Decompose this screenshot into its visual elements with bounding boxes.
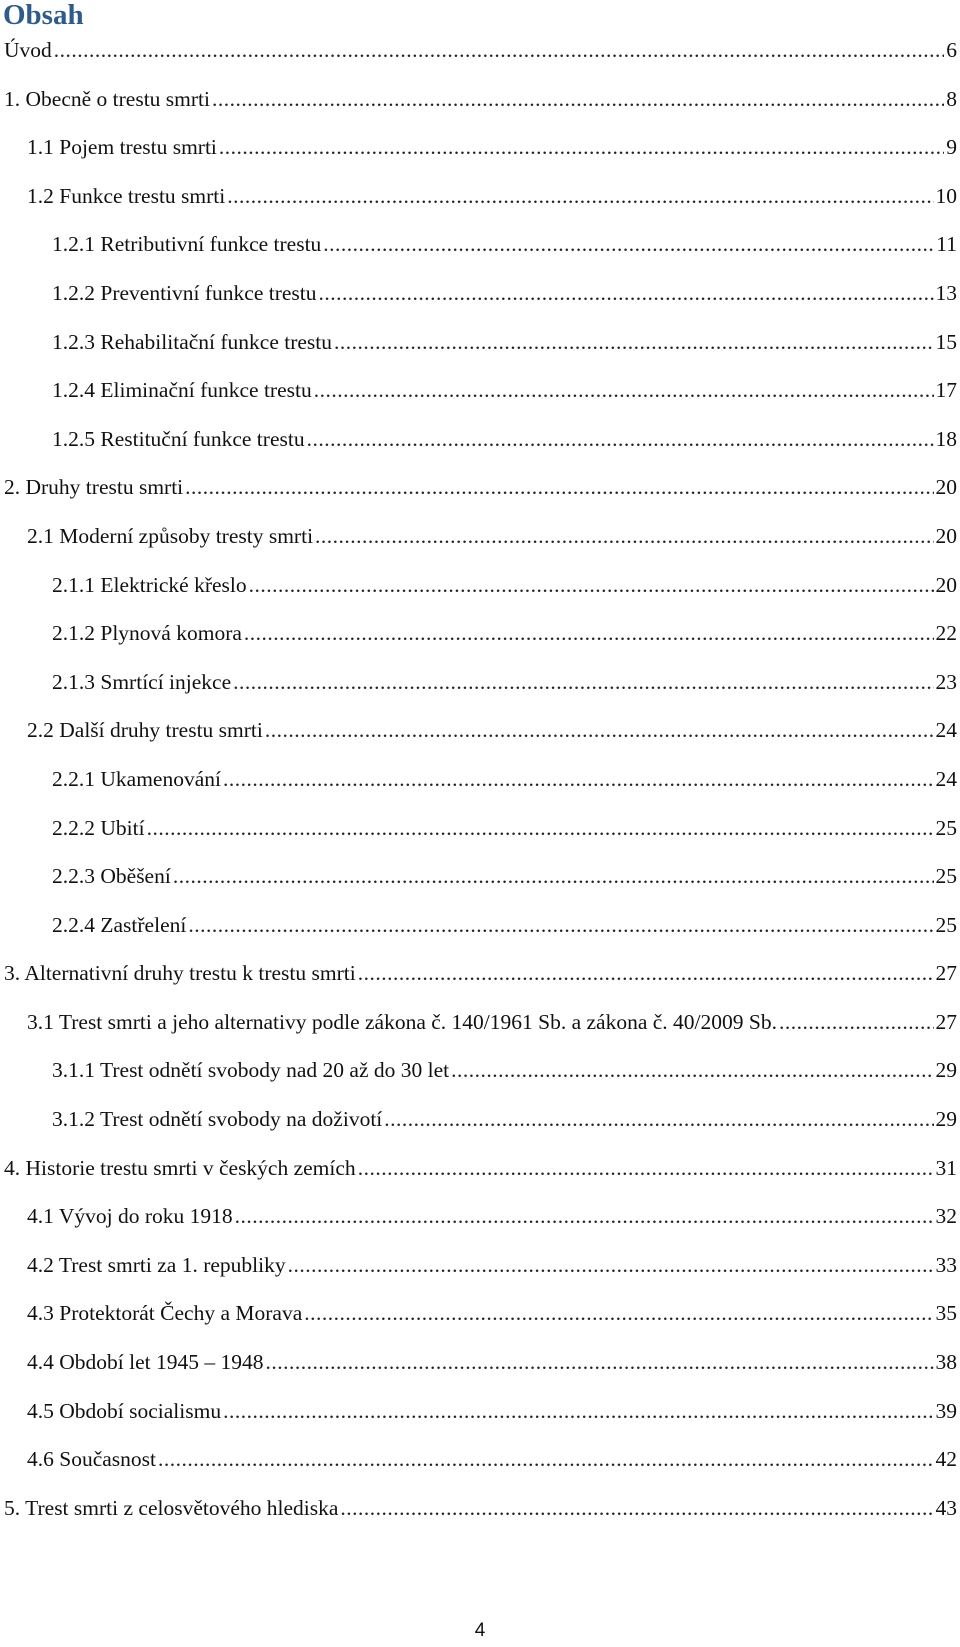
toc-entry[interactable]	[0, 1105, 957, 1154]
toc-entry-page-number: 27	[935, 961, 957, 986]
toc-entry-page-number: 20	[935, 523, 957, 548]
toc-entry-title: 3.1.2 Trest odnětí svobody na doživotí	[52, 1107, 383, 1132]
toc-entry-title: 4.4 Období let 1945 – 1948	[27, 1350, 264, 1375]
dot-leader	[384, 1105, 933, 1133]
toc-entry-title: 2.1.3 Smrtící injekce	[52, 669, 232, 694]
toc-entry-page-number: 39	[935, 1398, 957, 1423]
toc-entry-page-number: 29	[935, 1058, 957, 1083]
dot-leader	[173, 862, 934, 890]
dot-leader	[212, 85, 944, 113]
toc-entry[interactable]	[0, 862, 957, 911]
toc-entry-title: 4.3 Protektorát Čechy a Morava	[27, 1301, 303, 1326]
dot-leader	[235, 1202, 934, 1230]
dot-leader	[340, 1494, 933, 1522]
toc-entry-page-number: 6	[946, 38, 957, 62]
toc-entry-page-number: 25	[935, 912, 957, 937]
toc-entry[interactable]	[0, 1154, 957, 1203]
toc-entry[interactable]	[0, 473, 957, 522]
toc-entry-page-number: 8	[946, 86, 957, 111]
toc-entry-title: 2.2.4 Zastřelení	[52, 912, 187, 937]
dot-leader	[288, 1251, 934, 1279]
toc-entry-page-number: 31	[935, 1155, 957, 1180]
toc-entry-title: 4.5 Období socialismu	[27, 1398, 222, 1423]
toc-entry[interactable]	[0, 182, 957, 231]
toc-entry[interactable]	[0, 1202, 957, 1251]
dot-leader	[223, 1397, 933, 1425]
toc-entry-page-number: 38	[935, 1350, 957, 1375]
toc-entry-title: 1.2.4 Eliminační funkce trestu	[52, 378, 312, 403]
toc-entry[interactable]	[0, 1056, 957, 1105]
toc-entry[interactable]	[0, 279, 957, 328]
dot-leader	[358, 959, 934, 987]
toc-entry-page-number: 20	[935, 475, 957, 500]
toc-entry-title: 2.2.2 Ubití	[52, 815, 145, 840]
toc-entry[interactable]	[0, 133, 957, 182]
dot-leader	[219, 133, 944, 161]
toc-entry-title: 2.1.2 Plynová komora	[52, 621, 242, 646]
toc-entry[interactable]	[0, 911, 957, 960]
toc-entry-title: 2.2 Další druhy trestu smrti	[27, 718, 263, 743]
toc-entry[interactable]	[0, 571, 957, 620]
toc-entry-title: 2.1.1 Elektrické křeslo	[52, 572, 247, 597]
toc-entry-title: 1.2 Funkce trestu smrti	[27, 183, 226, 208]
dot-leader	[266, 1348, 934, 1376]
toc-heading: Obsah	[3, 0, 84, 31]
toc-entry-page-number: 10	[935, 183, 957, 208]
toc-entry[interactable]	[0, 814, 957, 863]
toc-entry-page-number: 33	[935, 1252, 957, 1277]
dot-leader	[244, 619, 934, 647]
toc-entry[interactable]	[0, 36, 957, 85]
dot-leader	[307, 425, 934, 453]
toc-entry[interactable]	[0, 1494, 957, 1543]
dot-leader	[319, 279, 934, 307]
toc-entry-title: 4.2 Trest smrti za 1. republiky	[27, 1252, 286, 1277]
toc-entry-title: 4. Historie trestu smrti v českých zemích	[4, 1155, 356, 1180]
toc-entry-page-number: 27	[935, 1009, 957, 1034]
dot-leader	[314, 376, 934, 404]
toc-entry-title: 2. Druhy trestu smrti	[4, 475, 184, 500]
toc-entry[interactable]	[0, 522, 957, 571]
toc-entry-page-number: 18	[935, 426, 957, 451]
table-of-contents	[0, 36, 960, 1542]
toc-entry-page-number: 11	[936, 232, 957, 257]
toc-entry[interactable]	[0, 425, 957, 474]
toc-entry[interactable]	[0, 1397, 957, 1446]
toc-entry-title: 3. Alternativní druhy trestu k trestu smrti	[4, 961, 356, 986]
toc-entry-title: 3.1 Trest smrti a jeho alternativy podle zákona č. 140/1961 Sb. a zákona č. 40/2009 Sb.	[27, 1009, 777, 1034]
dot-leader	[147, 814, 934, 842]
dot-leader	[185, 473, 933, 501]
toc-entry-title: 1. Obecně o trestu smrti	[4, 86, 210, 111]
toc-entry-title: 2.2.1 Ukamenování	[52, 766, 221, 791]
toc-entry-title: Úvod	[4, 38, 52, 62]
toc-entry[interactable]	[0, 1348, 957, 1397]
toc-entry[interactable]	[0, 668, 957, 717]
dot-leader	[265, 716, 934, 744]
dot-leader	[54, 36, 944, 64]
toc-entry-title: 1.2.3 Rehabilitační funkce trestu	[52, 329, 333, 354]
toc-entry-page-number: 35	[935, 1301, 957, 1326]
toc-entry-page-number: 43	[935, 1495, 957, 1520]
toc-entry[interactable]	[0, 328, 957, 377]
toc-entry[interactable]	[0, 1008, 957, 1057]
toc-entry-title: 2.2.3 Oběšení	[52, 864, 171, 889]
toc-entry-title: 3.1.1 Trest odnětí svobody nad 20 až do 30 let	[52, 1058, 450, 1083]
dot-leader	[158, 1445, 934, 1473]
toc-entry-title: 2.1 Moderní způsoby tresty smrti	[27, 523, 314, 548]
toc-entry[interactable]	[0, 716, 957, 765]
dot-leader	[334, 328, 933, 356]
dot-leader	[451, 1056, 933, 1084]
toc-entry-title: 1.2.2 Preventivní funkce trestu	[52, 280, 317, 305]
toc-entry[interactable]	[0, 1445, 957, 1494]
toc-entry-page-number: 9	[946, 135, 957, 160]
toc-entry-page-number: 22	[935, 621, 957, 646]
dot-leader	[249, 571, 934, 599]
dot-leader	[779, 1008, 934, 1036]
toc-entry-title: 1.2.5 Restituční funkce trestu	[52, 426, 305, 451]
dot-leader	[304, 1299, 933, 1327]
dot-leader	[227, 182, 933, 210]
toc-entry-page-number: 13	[935, 280, 957, 305]
toc-entry[interactable]	[0, 959, 957, 1008]
toc-entry[interactable]	[0, 619, 957, 668]
toc-entry-title: 4.1 Vývoj do roku 1918	[27, 1204, 233, 1229]
toc-entry-page-number: 24	[935, 766, 957, 791]
dot-leader	[233, 668, 933, 696]
dot-leader	[188, 911, 933, 939]
toc-entry-title: 1.1 Pojem trestu smrti	[27, 135, 217, 160]
toc-entry-title: 4.6 Současnost	[27, 1447, 156, 1472]
toc-entry-title: 1.2.1 Retributivní funkce trestu	[52, 232, 322, 257]
toc-entry[interactable]	[0, 85, 957, 134]
dot-leader	[323, 230, 934, 258]
toc-entry[interactable]	[0, 1299, 957, 1348]
toc-entry-page-number: 15	[935, 329, 957, 354]
toc-entry-page-number: 32	[935, 1204, 957, 1229]
toc-entry[interactable]	[0, 1251, 957, 1300]
toc-entry-page-number: 25	[935, 864, 957, 889]
toc-entry-title: 5. Trest smrti z celosvětového hlediska	[4, 1495, 339, 1520]
dot-leader	[223, 765, 934, 793]
toc-entry-page-number: 23	[935, 669, 957, 694]
toc-entry[interactable]	[0, 765, 957, 814]
toc-entry-page-number: 20	[935, 572, 957, 597]
toc-entry-page-number: 29	[935, 1107, 957, 1132]
toc-entry-page-number: 24	[935, 718, 957, 743]
toc-entry-page-number: 42	[935, 1447, 957, 1472]
toc-entry[interactable]	[0, 230, 957, 279]
dot-leader	[315, 522, 933, 550]
toc-entry-page-number: 25	[935, 815, 957, 840]
toc-entry-page-number: 17	[935, 378, 957, 403]
dot-leader	[358, 1154, 934, 1182]
toc-entry[interactable]	[0, 376, 957, 425]
page-number: 4	[474, 1620, 486, 1641]
